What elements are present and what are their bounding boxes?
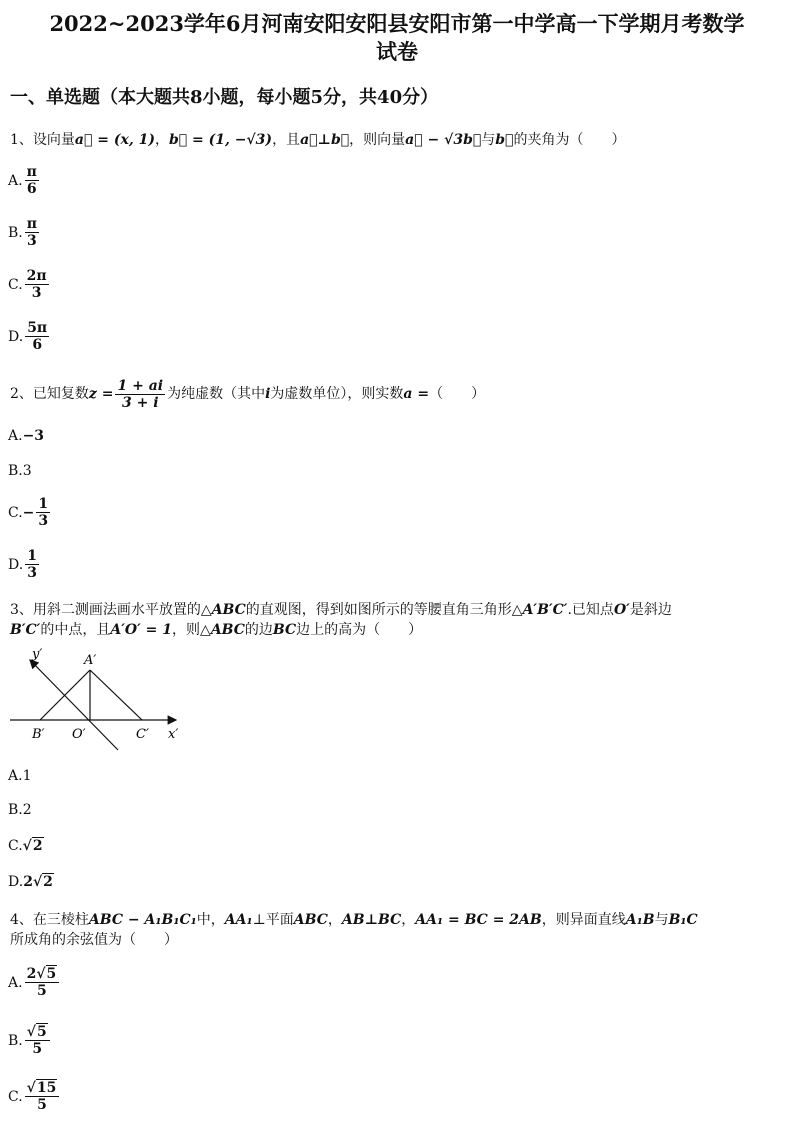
question-3-option-c[interactable]: C. √2 [8,838,43,854]
question-1-option-b[interactable]: B. $\frac{\pi}{3}$ [8,216,37,249]
fraction: $\frac{√5}{5}$ [25,1024,50,1057]
fraction: $\frac{1}{3}$ [27,548,37,581]
question-2-option-c[interactable]: C. − $\frac{1}{3}$ [8,496,49,529]
question-4-stem-line1: 4、在三棱柱ABC − A₁B₁C₁中，AA₁⊥平面ABC，AB⊥BC，AA₁ = BC = 2AB，则异面直线A₁B与B₁C [10,912,698,928]
question-1-option-d[interactable]: D. $\frac{5\pi}{6}$ [8,320,48,353]
fraction: $\frac{\pi}{6}$ [26,164,37,197]
question-1-option-a[interactable]: A. $\frac{\pi}{6}$ [8,164,37,197]
sqrt: √15 [26,1080,57,1096]
sqrt: √5 [36,966,57,982]
fraction: $\frac{√15}{5}$ [25,1080,60,1113]
sqrt: √5 [26,1024,47,1040]
label-x: x′ [168,727,179,742]
question-4-option-b[interactable]: B. $\frac{√5}{5}$ [8,1024,52,1057]
section-heading: 一、单选题（本大题共8小题，每小题5分，共40分） [10,87,439,108]
question-3-option-b[interactable]: B. 2 [8,802,32,818]
fraction: $\frac{\pi}{3}$ [26,216,37,249]
exam-title: 2022~2023学年6月河南安阳安阳县安阳市第一中学高一下学期月考数学 [49,11,745,36]
question-2-option-b[interactable]: B. 3 [8,463,32,479]
fraction: $\frac{1}{3}$ [38,496,49,529]
question-3-option-a[interactable]: A. 1 [8,768,32,784]
question-2-option-d[interactable]: D. $\frac{1}{3}$ [8,548,37,581]
triangle-side-ac [90,670,142,720]
question-4-stem-line2: 所成角的余弦值为（ ） [10,932,178,948]
question-3-option-d[interactable]: D. 2 √2 [8,874,53,890]
fraction: $\frac{2√5}{5}$ [25,966,60,999]
label-o: O′ [72,727,86,742]
question-1-stem: 1、设向量a⃗ = (x, 1)，b⃗ = (1, −√3)，且a⃗⊥b⃗，则向量a⃗ − √3b⃗与b⃗的夹角为（ ） [10,132,626,148]
question-3-stem-line1: 3、用斜二测画法画水平放置的△ABC的直观图，得到如图所示的等腰直角三角形△A′B′C′.已知点O′是斜边 [10,602,672,618]
question-2-stem: 2、已知复数 z = $\frac{1 + ai}{3 + i}$ 为纯虚数（其中 i 为虚数单位），则实数 a = （ ） [10,377,486,411]
oblique-projection-figure [0,640,200,755]
question-1-option-c[interactable]: C. $\frac{2\pi}{3}$ [8,268,47,301]
fraction: $\frac{1 + ai}{3 + i}$ [117,377,164,411]
question-2-option-a[interactable]: A. −3 [8,428,45,444]
fraction: $\frac{2\pi}{3}$ [26,268,47,301]
exam-title-line2: 试卷 [376,39,418,64]
question-3-stem-line2: B′C′的中点，且A′O′ = 1，则△ABC的边BC边上的高为（ ） [10,622,423,638]
label-c: C′ [136,727,149,742]
sqrt: √2 [32,874,53,890]
label-b: B′ [32,727,45,742]
question-4-option-a[interactable]: A. $\frac{2√5}{5}$ [8,966,61,999]
question-4-option-c[interactable]: C. $\frac{√15}{5}$ [8,1080,61,1113]
label-y: y′ [32,647,43,662]
sqrt: √2 [22,838,43,854]
fraction: $\frac{5\pi}{6}$ [27,320,48,353]
label-a: A′ [84,653,97,668]
